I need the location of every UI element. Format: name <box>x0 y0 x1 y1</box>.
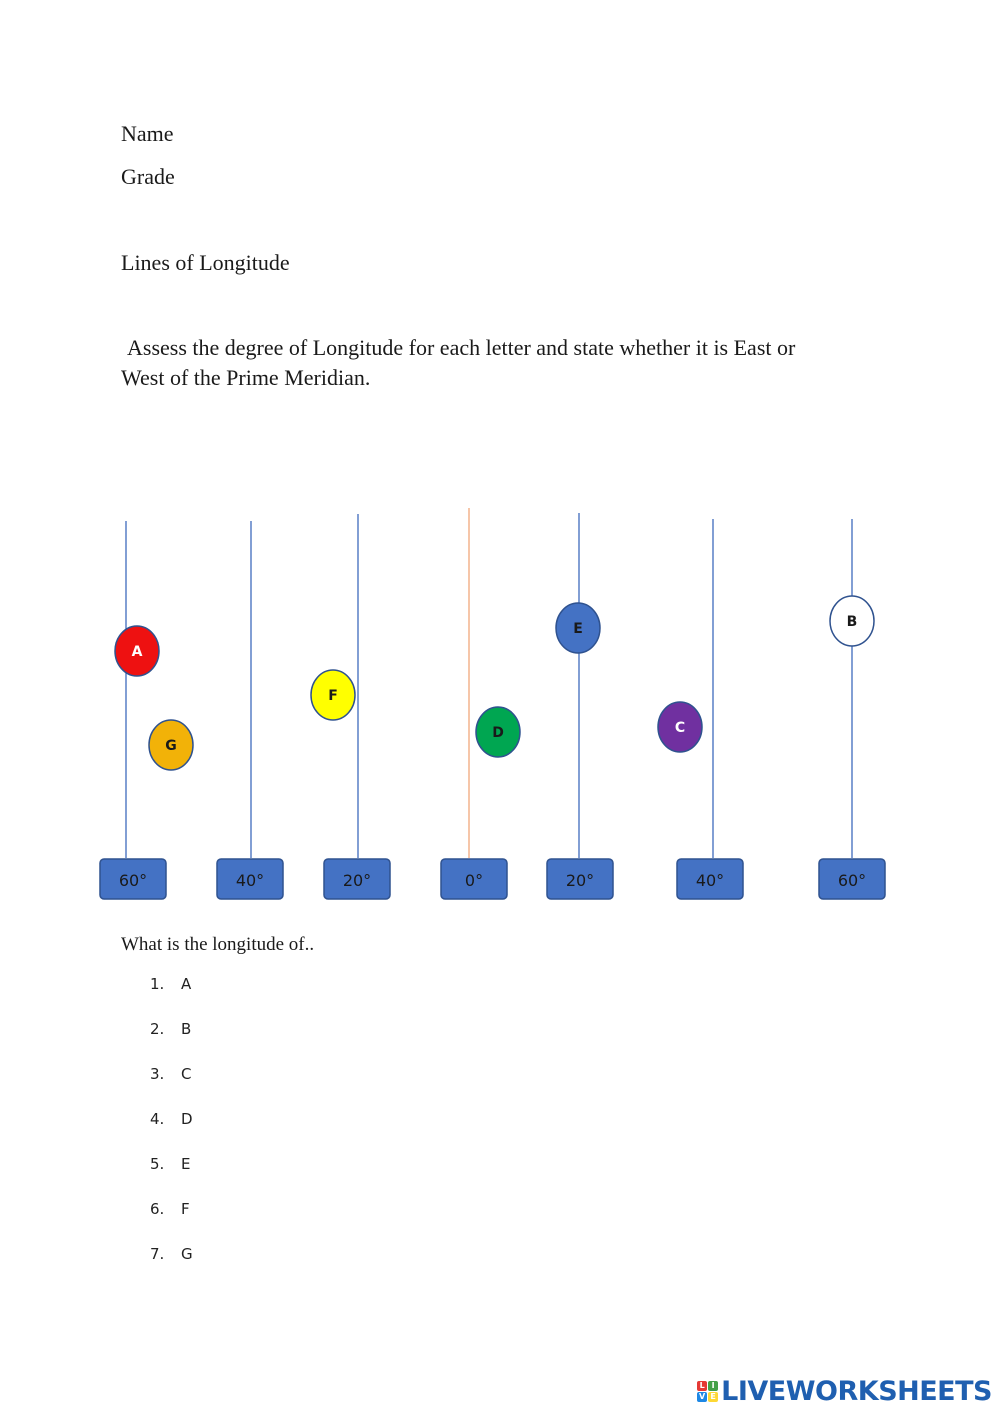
question-item <box>150 1240 193 1285</box>
degree-label: 40° <box>695 871 725 890</box>
degree-label: 60° <box>118 871 148 890</box>
degree-label: 40° <box>235 871 265 890</box>
degree-label: 20° <box>342 871 372 890</box>
question-list <box>150 970 193 1285</box>
logo-tile: E <box>708 1392 718 1402</box>
point-letter: G <box>165 738 177 754</box>
degree-label: 60° <box>837 871 867 890</box>
question-letter: C <box>181 1065 192 1083</box>
point-marker-b <box>830 596 874 646</box>
question-letter: F <box>181 1200 190 1218</box>
degree-label-box <box>324 859 390 899</box>
degree-label: 0° <box>464 871 484 890</box>
logo-tile: L <box>697 1381 707 1391</box>
point-marker-a <box>115 626 159 676</box>
point-letter: C <box>674 720 686 736</box>
question-item <box>150 1015 193 1060</box>
point-letter: A <box>131 644 143 660</box>
question-item <box>150 1195 193 1240</box>
point-letter: B <box>846 614 858 630</box>
question-letter: G <box>181 1245 193 1263</box>
name-label: Name <box>121 121 174 146</box>
point-letter: E <box>573 621 583 637</box>
degree-label-box <box>677 859 743 899</box>
question-prompt: What is the longitude of.. <box>121 934 315 955</box>
question-item <box>150 1105 193 1150</box>
point-marker-e <box>556 603 600 653</box>
degree-label-box <box>441 859 507 899</box>
question-number: 3. <box>150 1065 165 1083</box>
question-number: 4. <box>150 1110 165 1128</box>
question-number: 2. <box>150 1020 165 1038</box>
question-item <box>150 1060 193 1105</box>
point-marker-d <box>476 707 520 757</box>
point-letter: F <box>328 688 338 704</box>
point-marker-f <box>311 670 355 720</box>
degree-label-box <box>217 859 283 899</box>
degree-label-box <box>819 859 885 899</box>
question-number: 7. <box>150 1245 165 1263</box>
grade-label: Grade <box>121 164 175 189</box>
degree-label: 20° <box>565 871 595 890</box>
brand-logo <box>697 1376 992 1407</box>
question-number: 6. <box>150 1200 165 1218</box>
point-letter: D <box>492 725 504 741</box>
instruction-line-2: West of the Prime Meridian. <box>121 365 371 390</box>
question-letter: D <box>181 1110 193 1128</box>
logo-tile: V <box>699 1392 706 1401</box>
longitude-diagram <box>0 500 1000 910</box>
degree-label-box <box>547 859 613 899</box>
question-number: 1. <box>150 975 165 993</box>
question-item <box>150 970 193 1015</box>
instructions <box>121 333 861 393</box>
degree-label-box <box>100 859 166 899</box>
instruction-line-1: Assess the degree of Longitude for each letter and state whether it is East or <box>127 335 796 360</box>
question-letter: B <box>181 1020 192 1038</box>
logo-tile: I <box>708 1381 718 1391</box>
question-letter: A <box>181 975 192 993</box>
question-number: 5. <box>150 1155 165 1173</box>
point-marker-c <box>658 702 702 752</box>
brand-text: LIVEWORKSHEETS <box>721 1376 992 1407</box>
point-marker-g <box>149 720 193 770</box>
question-item <box>150 1150 193 1195</box>
liveworksheets-logo-icon <box>697 1381 718 1402</box>
question-letter: E <box>181 1155 191 1173</box>
worksheet-title: Lines of Longitude <box>121 250 290 275</box>
